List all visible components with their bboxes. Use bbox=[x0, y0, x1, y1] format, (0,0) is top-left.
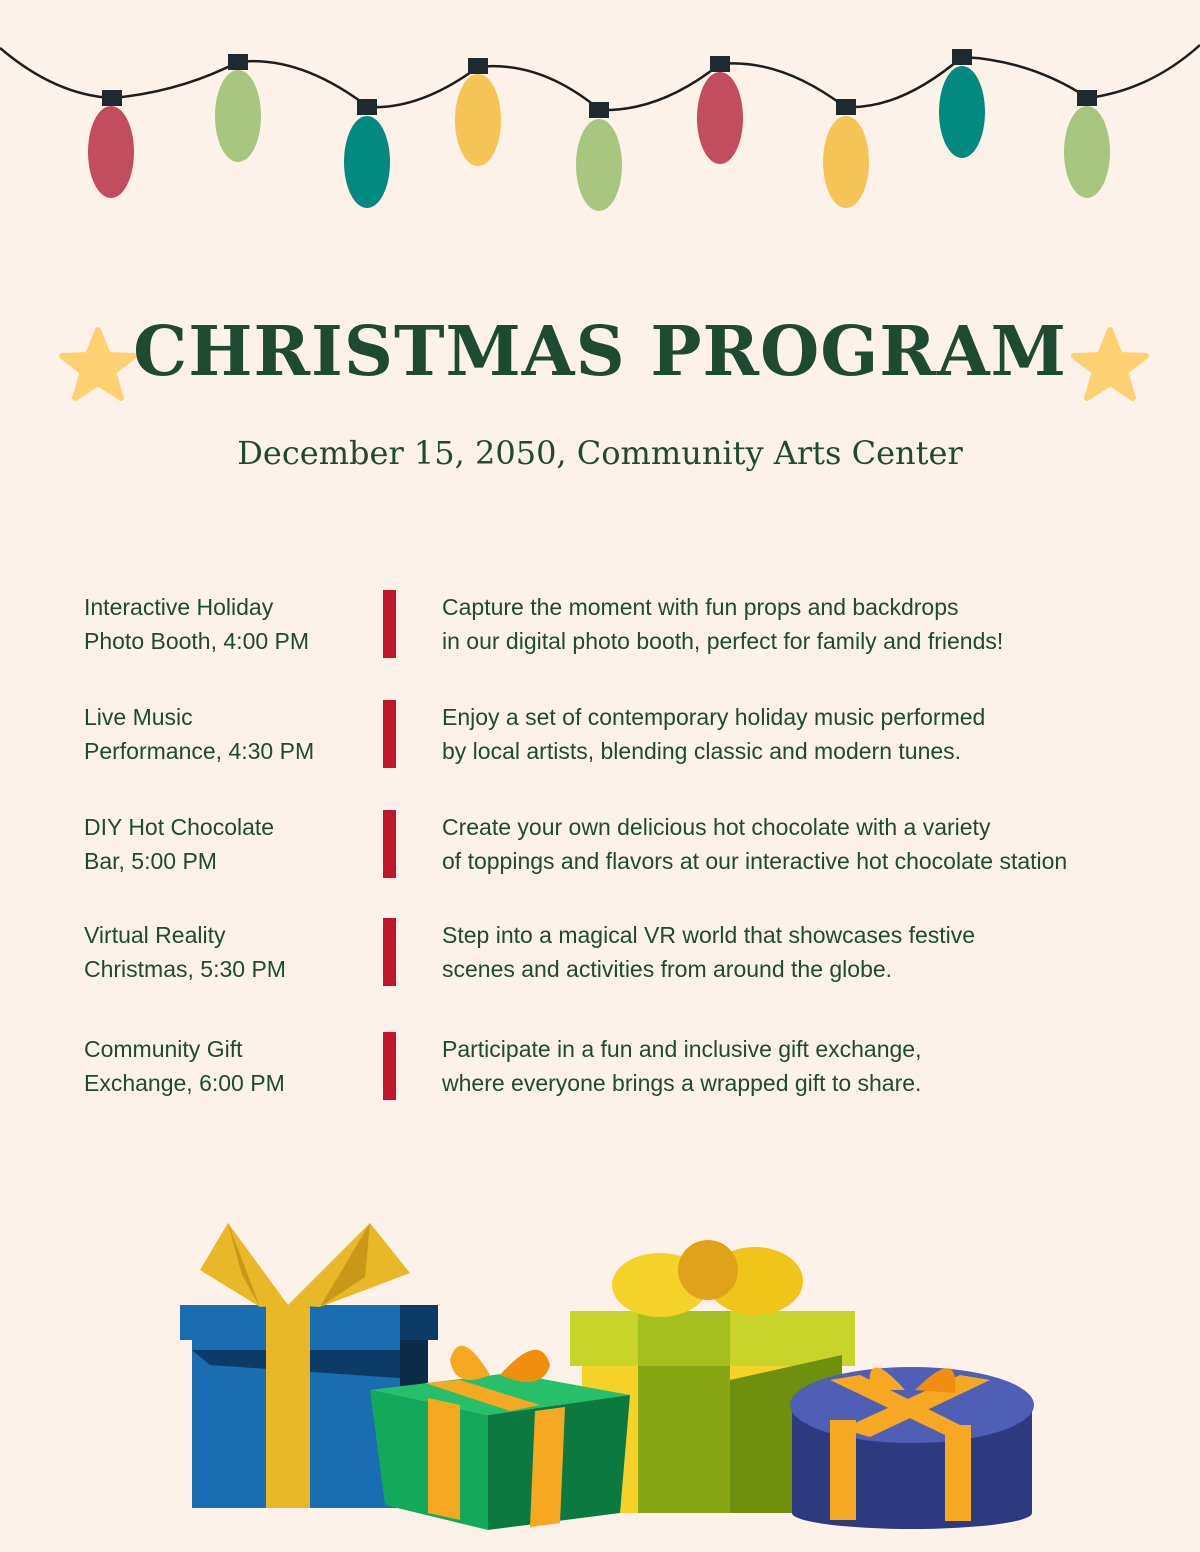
divider-bar bbox=[383, 700, 396, 768]
event-date-location: December 15, 2050, Community Arts Center bbox=[237, 434, 963, 472]
bulb-icon bbox=[1064, 90, 1110, 198]
event-name: DIY Hot Chocolate Bar, 5:00 PM bbox=[84, 814, 275, 874]
event-name: Live Music Performance, 4:30 PM bbox=[84, 704, 315, 764]
event-description: Enjoy a set of contemporary holiday music performed by local artists, blending classic and modern tunes. bbox=[442, 704, 986, 764]
bulb-icon bbox=[939, 49, 985, 158]
string-lights-icon bbox=[0, 0, 1200, 230]
program-item bbox=[0, 1032, 1200, 1102]
page-title: CHRISTMAS PROGRAM bbox=[133, 312, 1067, 392]
bulb-icon bbox=[455, 58, 501, 166]
event-name: Virtual Reality Christmas, 5:30 PM bbox=[84, 922, 286, 982]
bulb-icon bbox=[344, 99, 390, 208]
event-name: Community Gift Exchange, 6:00 PM bbox=[84, 1036, 285, 1096]
event-description: Create your own delicious hot chocolate with a variety of toppings and flavors at our interactive hot chocolate station bbox=[442, 814, 1068, 874]
program-item bbox=[0, 810, 1200, 880]
event-description: Participate in a fun and inclusive gift exchange, where everyone brings a wrapped gift to share. bbox=[442, 1036, 922, 1096]
divider-bar bbox=[383, 1032, 396, 1100]
divider-bar bbox=[383, 810, 396, 878]
program-item bbox=[0, 700, 1200, 770]
bulb-icon bbox=[697, 56, 743, 164]
program-item bbox=[0, 590, 1200, 660]
bulb-icon bbox=[88, 90, 134, 198]
round-gift-box bbox=[790, 1367, 1034, 1529]
event-description: Capture the moment with fun props and backdrops in our digital photo booth, perfect for family and friends! bbox=[442, 594, 1004, 654]
bulb-icon bbox=[823, 99, 869, 208]
gift-boxes-icon bbox=[170, 1215, 1050, 1545]
bulb-icon bbox=[576, 102, 622, 211]
program-item bbox=[0, 918, 1200, 988]
event-description: Step into a magical VR world that showcases festive scenes and activities from around the globe. bbox=[442, 922, 976, 982]
event-name: Interactive Holiday Photo Booth, 4:00 PM bbox=[84, 594, 310, 654]
divider-bar bbox=[383, 590, 396, 658]
divider-bar bbox=[383, 918, 396, 986]
